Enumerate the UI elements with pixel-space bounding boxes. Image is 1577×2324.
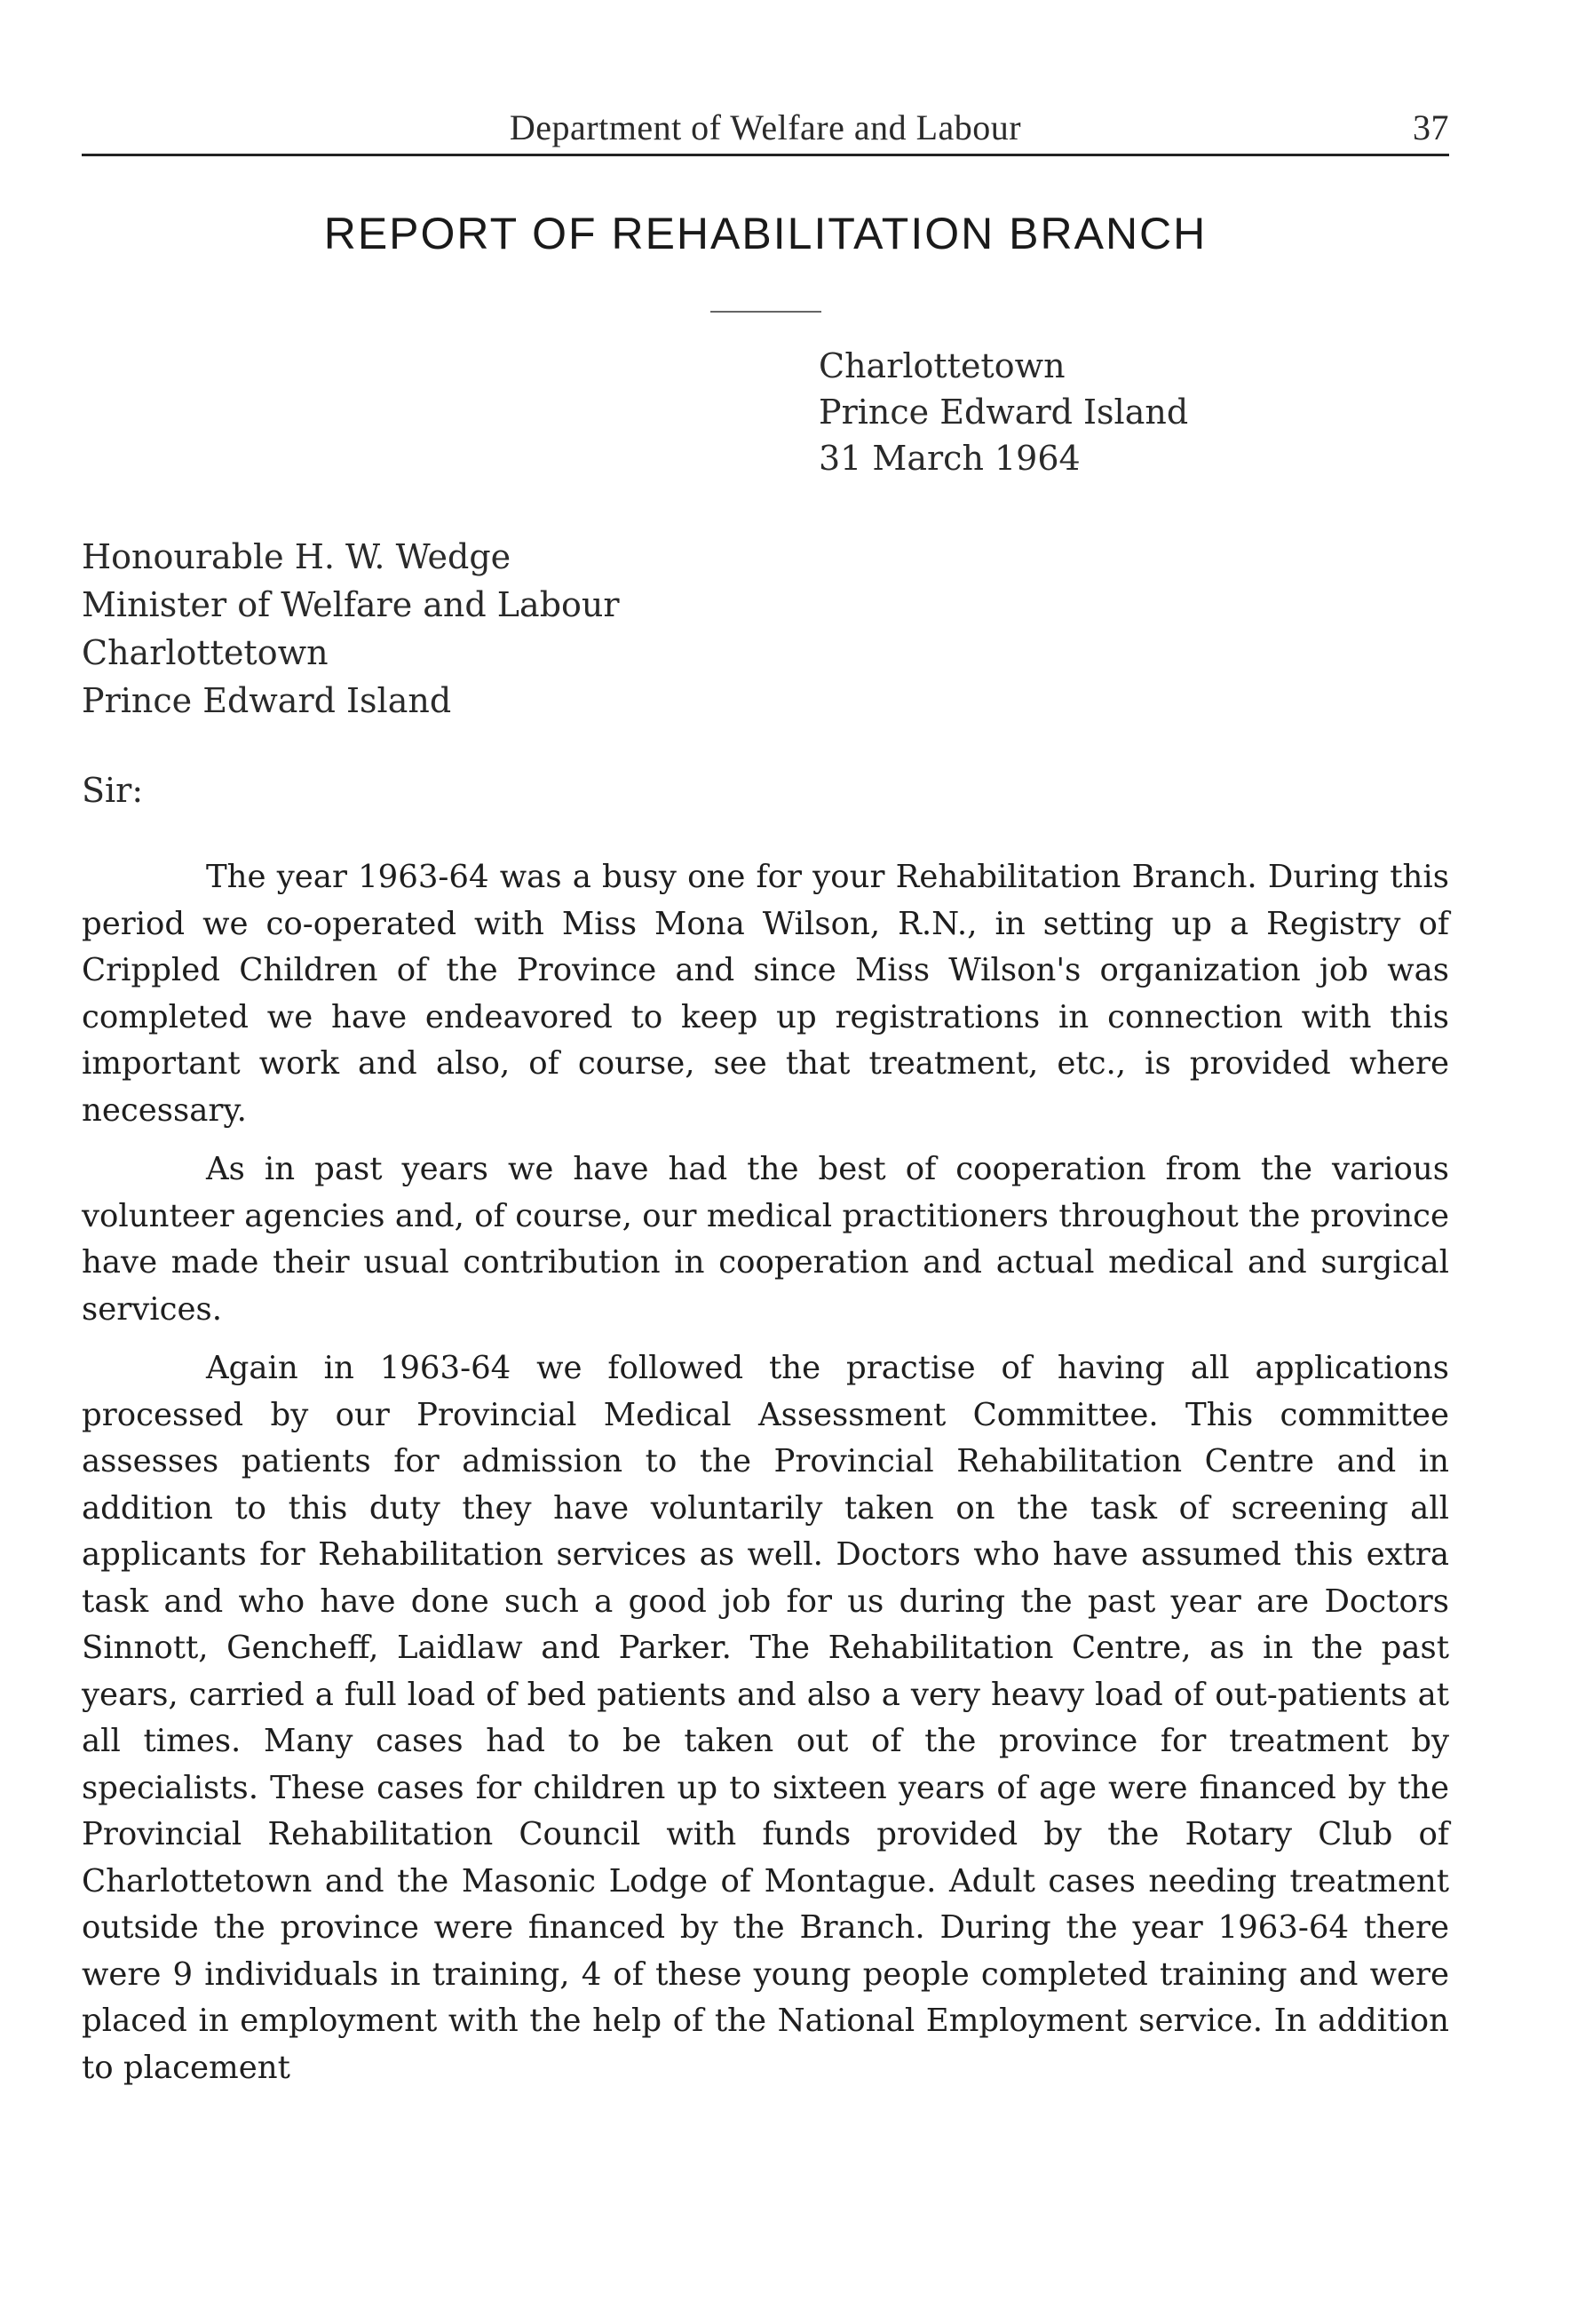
address-line-name: Honourable H. W. Wedge: [82, 537, 511, 576]
running-head-title: Department of Welfare and Labour: [509, 107, 1022, 147]
dateline-province: Prince Edward Island: [819, 393, 1189, 432]
title-divider: [710, 311, 821, 313]
dateline-city: Charlottetown: [819, 346, 1066, 385]
document-page: [82, 107, 1449, 2104]
body-paragraph: As in past years we have had the best of cooperation from the various volunteer agencies and, of course, our medical practitioners throughout the province have made their usual contribution in cooperation and actual medical and surgical services.: [82, 1151, 1449, 1328]
salutation: Sir:: [82, 771, 144, 810]
page-number: 37: [1413, 107, 1449, 147]
report-title: REPORT OF REHABILITATION BRANCH: [323, 209, 1208, 258]
dateline-date: 31 March 1964: [819, 439, 1081, 478]
running-head: [82, 107, 1449, 156]
letter-body: [82, 854, 1449, 2091]
address-line-city: Charlottetown: [82, 633, 329, 672]
address-line-title: Minister of Welfare and Labour: [82, 585, 620, 624]
body-paragraph: Again in 1963-64 we followed the practise of having all applications processed by our Provincial Medical Assessment Committee. This committee assesses patients for admission to the Provincial Rehabilitation Centre and in addition to this duty they have voluntarily taken on the task of screening all applicants for Rehabilitation services as well. Doctors who have assumed this extra task and who have done such a good job for us during the past year are Doctors Sinnott, Gencheff, Laidlaw and Parker. The Rehabilitation Centre, as in the past years, carried a full load of bed patients and also a very heavy load of out-patients at all times. Many cases had to be taken out of the province for treatment by specialists. These cases for children up to sixteen years of age were financed by the Provincial Rehabilitation Council with funds provided by the Rotary Club of Charlottetown and the Masonic Lodge of Montague. Adult cases needing treatment outside the province were financed by the Branch. During the year 1963-64 there were 9 individuals in training, 4 of these young people completed training and were placed in employment with the help of the National Employment service. In addition to placement: [82, 1350, 1449, 2086]
recipient-address: [82, 533, 1449, 725]
dateline: [819, 343, 1449, 481]
address-line-province: Prince Edward Island: [82, 681, 452, 720]
body-paragraph: The year 1963-64 was a busy one for your Rehabilitation Branch. During this period we co-operated with Miss Mona Wilson, R.N., in setting up a Registry of Crippled Children of the Province and since Miss Wilson's organization job was completed we have endeavored to keep up registrations in connection with this important work and also, of course, see that treatment, etc., is provided where necessary.: [82, 859, 1449, 1129]
